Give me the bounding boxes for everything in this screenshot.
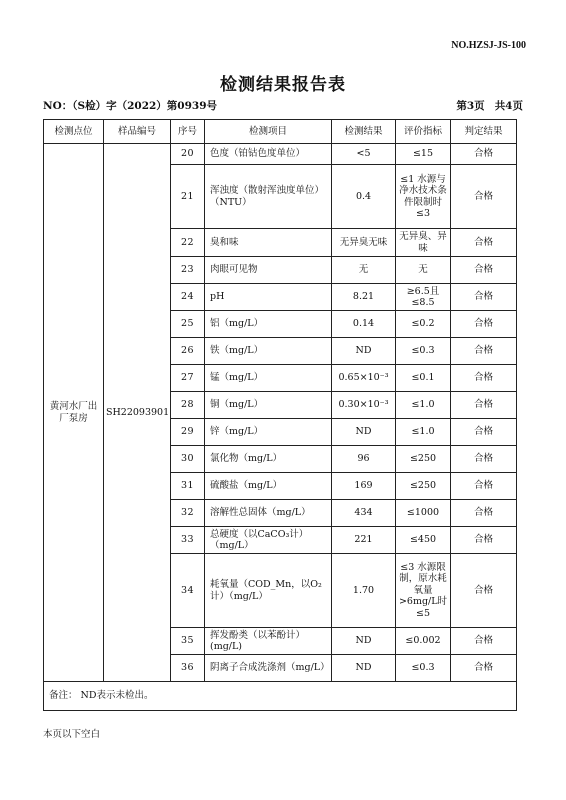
result-cell: 96	[332, 446, 396, 473]
limit-cell: ≥6.5且≤8.5	[396, 284, 451, 311]
item-cell: pH	[205, 284, 332, 311]
result-cell: 无	[332, 257, 396, 284]
sample-id-cell: SH22093901	[104, 144, 171, 682]
limit-cell: ≤15	[396, 144, 451, 165]
judgement-cell: 合格	[451, 473, 517, 500]
item-cell: 铝（mg/L）	[205, 311, 332, 338]
judgement-cell: 合格	[451, 655, 517, 682]
row-number-cell: 29	[171, 419, 205, 446]
page-title: 检测结果报告表	[220, 75, 346, 95]
row-number-cell: 30	[171, 446, 205, 473]
result-cell: ND	[332, 419, 396, 446]
page-current: 第3页	[456, 100, 485, 112]
limit-cell: ≤3 水源限制，原水耗氧量>6mg/L时≤5	[396, 554, 451, 628]
judgement-cell: 合格	[451, 257, 517, 284]
table-row	[44, 144, 517, 165]
document-number: NO.HZSJ-JS-100	[451, 40, 526, 51]
note-text: 备注： ND表示未检出。	[44, 682, 517, 711]
column-header: 样品编号	[104, 120, 171, 144]
item-cell: 阴离子合成洗涤剂（mg/L）	[205, 655, 332, 682]
note-row	[44, 682, 517, 711]
limit-cell: ≤1 水源与净水技术条件限制时≤3	[396, 165, 451, 229]
result-cell: 0.65×10⁻³	[332, 365, 396, 392]
column-header: 评价指标	[396, 120, 451, 144]
item-cell: 氯化物（mg/L）	[205, 446, 332, 473]
row-number-cell: 22	[171, 229, 205, 257]
judgement-cell: 合格	[451, 311, 517, 338]
result-cell: 无异臭无味	[332, 229, 396, 257]
limit-cell: ≤0.1	[396, 365, 451, 392]
item-cell: 色度（铂钴色度单位）	[205, 144, 332, 165]
result-cell: 221	[332, 527, 396, 554]
judgement-cell: 合格	[451, 284, 517, 311]
limit-cell: ≤0.3	[396, 338, 451, 365]
result-cell: ND	[332, 628, 396, 655]
footer-text: 本页以下空白	[43, 729, 101, 740]
page-indicator	[446, 98, 523, 113]
page-total: 共4页	[494, 100, 523, 112]
item-cell: 锰（mg/L）	[205, 365, 332, 392]
row-number-cell: 27	[171, 365, 205, 392]
item-cell: 铜（mg/L）	[205, 392, 332, 419]
location-cell: 黄河水厂出厂泵房	[44, 144, 104, 682]
limit-cell: 无异臭、异味	[396, 229, 451, 257]
row-number-cell: 32	[171, 500, 205, 527]
results-table	[43, 119, 517, 711]
row-number-cell: 33	[171, 527, 205, 554]
result-cell: 1.70	[332, 554, 396, 628]
judgement-cell: 合格	[451, 527, 517, 554]
column-header: 检测结果	[332, 120, 396, 144]
column-header: 检测点位	[44, 120, 104, 144]
row-number-cell: 36	[171, 655, 205, 682]
limit-cell: 无	[396, 257, 451, 284]
limit-cell: ≤1.0	[396, 392, 451, 419]
limit-cell: ≤250	[396, 473, 451, 500]
result-cell: 434	[332, 500, 396, 527]
limit-cell: ≤450	[396, 527, 451, 554]
judgement-cell: 合格	[451, 500, 517, 527]
limit-cell: ≤0.2	[396, 311, 451, 338]
row-number-cell: 25	[171, 311, 205, 338]
row-number-cell: 24	[171, 284, 205, 311]
row-number-cell: 23	[171, 257, 205, 284]
result-cell: ND	[332, 655, 396, 682]
result-cell: 0.14	[332, 311, 396, 338]
result-cell: ND	[332, 338, 396, 365]
item-cell: 浑浊度（散射浑浊度单位）（NTU）	[205, 165, 332, 229]
limit-cell: ≤1.0	[396, 419, 451, 446]
result-cell: 0.30×10⁻³	[332, 392, 396, 419]
limit-cell: ≤0.3	[396, 655, 451, 682]
row-number-cell: 34	[171, 554, 205, 628]
result-cell: <5	[332, 144, 396, 165]
row-number-cell: 21	[171, 165, 205, 229]
result-cell: 0.4	[332, 165, 396, 229]
item-cell: 肉眼可见物	[205, 257, 332, 284]
item-cell: 硫酸盐（mg/L）	[205, 473, 332, 500]
limit-cell: ≤1000	[396, 500, 451, 527]
item-cell: 耗氧量（COD_Mn，以O₂计）（mg/L）	[205, 554, 332, 628]
judgement-cell: 合格	[451, 628, 517, 655]
judgement-cell: 合格	[451, 419, 517, 446]
report-reference: NO：（S检）字（2022）第0939号	[43, 100, 218, 112]
judgement-cell: 合格	[451, 554, 517, 628]
column-header: 判定结果	[451, 120, 517, 144]
judgement-cell: 合格	[451, 229, 517, 257]
limit-cell: ≤0.002	[396, 628, 451, 655]
table-header-row	[44, 120, 517, 144]
result-cell: 8.21	[332, 284, 396, 311]
item-cell: 锌（mg/L）	[205, 419, 332, 446]
judgement-cell: 合格	[451, 338, 517, 365]
judgement-cell: 合格	[451, 144, 517, 165]
judgement-cell: 合格	[451, 165, 517, 229]
row-number-cell: 26	[171, 338, 205, 365]
result-cell: 169	[332, 473, 396, 500]
limit-cell: ≤250	[396, 446, 451, 473]
row-number-cell: 28	[171, 392, 205, 419]
judgement-cell: 合格	[451, 392, 517, 419]
item-cell: 挥发酚类（以苯酚计）(mg/L)	[205, 628, 332, 655]
column-header: 检测项目	[205, 120, 332, 144]
item-cell: 臭和味	[205, 229, 332, 257]
row-number-cell: 35	[171, 628, 205, 655]
item-cell: 溶解性总固体（mg/L）	[205, 500, 332, 527]
judgement-cell: 合格	[451, 365, 517, 392]
item-cell: 铁（mg/L）	[205, 338, 332, 365]
row-number-cell: 31	[171, 473, 205, 500]
item-cell: 总硬度（以CaCO₃计）（mg/L）	[205, 527, 332, 554]
column-header: 序号	[171, 120, 205, 144]
row-number-cell: 20	[171, 144, 205, 165]
judgement-cell: 合格	[451, 446, 517, 473]
